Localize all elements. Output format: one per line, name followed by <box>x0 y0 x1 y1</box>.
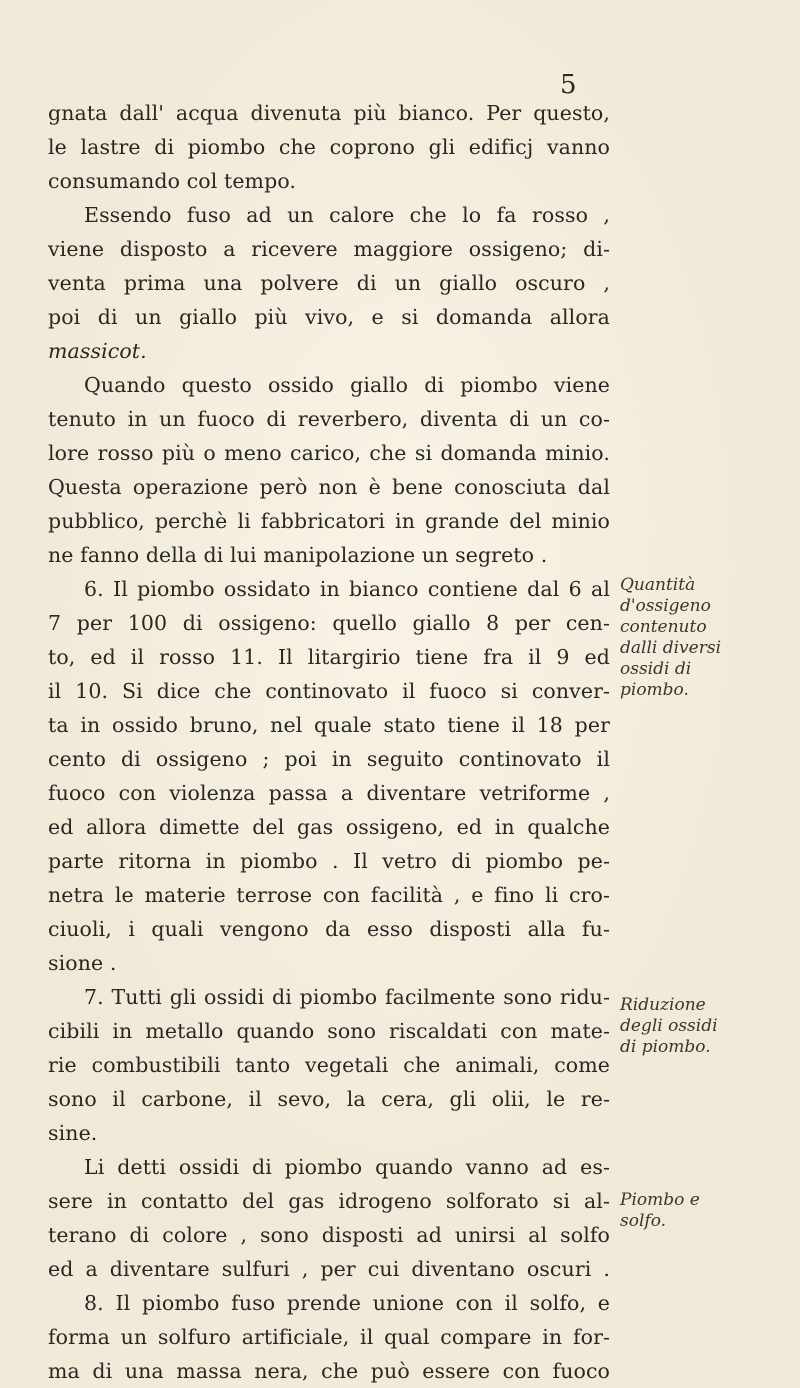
text-line: Quando questo ossido giallo di piombo viene <box>84 373 610 397</box>
text-line: rie combustibili tanto vegetali che animali, come <box>48 1053 610 1077</box>
text-line: parte ritorna in piombo . Il vetro di piombo pe- <box>48 849 610 873</box>
text-line: gnata dall' acqua divenuta più bianco. Per questo, <box>48 101 610 125</box>
text-line: terano di colore , sono disposti ad unirsi al solfo <box>48 1223 610 1247</box>
page-number: 5 <box>560 70 577 100</box>
text-line: pubblico, perchè li fabbricatori in grande del minio <box>48 509 610 533</box>
note-line: ossidi di <box>620 659 692 679</box>
text-line: poi di un giallo più vivo, e si domanda allora <box>48 305 610 329</box>
text-line: sere in contatto del gas idrogeno solforato si al- <box>48 1189 610 1213</box>
text-line: to, ed il rosso 11. Il litargirio tiene fra il 9 ed <box>48 645 610 669</box>
text-line: 7. Tutti gli ossidi di piombo facilmente sono ridu- <box>84 985 610 1009</box>
note-line: Quantità <box>620 575 696 595</box>
note-line: piombo. <box>620 680 689 700</box>
text-line: tenuto in un fuoco di reverbero, diventa di un co- <box>48 407 610 431</box>
note-line: Riduzione <box>620 995 706 1015</box>
margin-note-quantita <box>620 575 790 701</box>
text-line: ta in ossido bruno, nel quale stato tiene il 18 per <box>48 713 610 737</box>
margin-note-riduzione <box>620 995 790 1058</box>
text-line: fuoco con violenza passa a diventare vetriforme , <box>48 781 610 805</box>
text-line: cento di ossigeno ; poi in seguito continovato il <box>48 747 610 771</box>
text-line: forma un solfuro artificiale, il qual compare in for- <box>48 1325 610 1349</box>
text-line: sono il carbone, il sevo, la cera, gli olii, le re- <box>48 1087 610 1111</box>
text-line: Questa operazione però non è bene conosciuta dal <box>48 475 610 499</box>
text-line: 8. Il piombo fuso prende unione con il solfo, e <box>84 1291 610 1315</box>
note-line: solfo. <box>620 1211 667 1231</box>
text-line: venta prima una polvere di un giallo oscuro , <box>48 271 610 295</box>
text-line: ma di una massa nera, che può essere con fuoco <box>48 1359 610 1383</box>
text-line: ed a diventare sulfuri , per cui diventano oscuri . <box>48 1257 610 1281</box>
text-line: 7 per 100 di ossigeno: quello giallo 8 per cen- <box>48 611 610 635</box>
text-line: netra le materie terrose con facilità , e fino li cro- <box>48 883 610 907</box>
note-line: Piombo e <box>620 1190 700 1210</box>
margin-note-piombo-solfo <box>620 1190 790 1232</box>
text-line: viene disposto a ricevere maggiore ossigeno; di- <box>48 237 610 261</box>
text-line: ciuoli, i quali vengono da esso disposti alla fu- <box>48 917 610 941</box>
text-line: Essendo fuso ad un calore che lo fa rosso , <box>84 203 610 227</box>
text-line: sione . <box>48 951 117 975</box>
text-line: ed allora dimette del gas ossigeno, ed in qualche <box>48 815 610 839</box>
text-line: ne fanno della di lui manipolazione un segreto . <box>48 543 548 567</box>
text-line: 6. Il piombo ossidato in bianco contiene dal 6 al <box>84 577 610 601</box>
text-line: consumando col tempo. <box>48 169 297 193</box>
text-line: Li detti ossidi di piombo quando vanno ad es- <box>84 1155 610 1179</box>
main-text-column <box>48 96 610 1388</box>
note-line: di piombo. <box>620 1037 711 1057</box>
note-line: d'ossigeno <box>620 596 711 616</box>
note-line: dalli diversi <box>620 638 722 658</box>
text-line: lore rosso più o meno carico, che si domanda minio. <box>48 441 610 465</box>
text-line-massicot: massicot. <box>48 339 147 363</box>
text-line: il 10. Si dice che continovato il fuoco si conver- <box>48 679 610 703</box>
note-line: contenuto <box>620 617 707 637</box>
text-line: le lastre di piombo che coprono gli edificj vanno <box>48 135 610 159</box>
text-line: cibili in metallo quando sono riscaldati con mate- <box>48 1019 610 1043</box>
text-line: sine. <box>48 1121 98 1145</box>
note-line: degli ossidi <box>620 1016 718 1036</box>
